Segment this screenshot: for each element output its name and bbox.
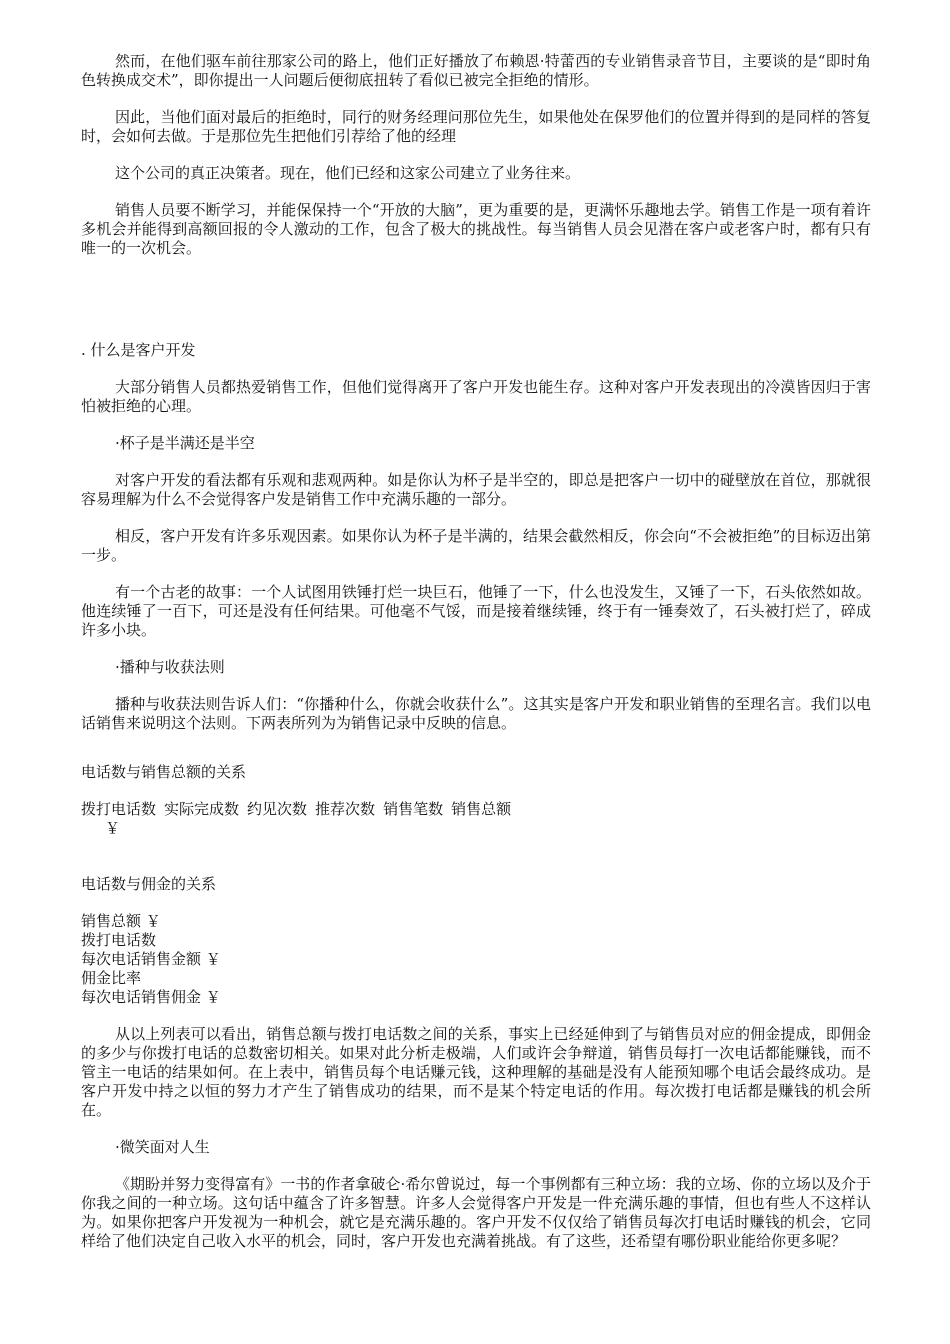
subsection-title: ·杯子是半满还是半空 [115, 434, 255, 452]
paragraph: 这个公司的真正决策者。现在，他们已经和这家公司建立了业务往来。 [115, 164, 581, 182]
blank-space [81, 863, 871, 875]
table-title: 电话数与销售总额的关系 [81, 763, 247, 781]
subsection-title: ·播种与收获法则 [115, 658, 225, 676]
paragraph: 从以上列表可以看出，销售总额与拨打电话数之间的关系，事实上已经延伸到了与销售员对应的佣金提成，即佣金的多少与你拨打电话的总数密切相关。如果对此分析走极端，人们或许会争辩道，销售员每打一次电话都能赚钱，而不管主一电话的结果如何。在上表中，销售员每个电话赚元钱，这种理解的基础是没有人能预知哪个电话会最终成功。是客户开发中持之以恒的努力才产生了销售成功的结果，而不是某个特定电话的作用。每次拨打电话都是赚钱的机会所在。 [81, 1025, 871, 1119]
table-header-cell: 销售笔数 [383, 800, 444, 818]
paragraph: 对客户开发的看法都有乐观和悲观两种。如是你认为杯子是半空的，即总是把客户一切中的碰壁放在首位，那就很容易理解为什么不会觉得客户发是销售工作中充满乐趣的一部分。 [81, 471, 871, 508]
paragraph: 相反，客户开发有许多乐观因素。如果你认为杯子是半满的，结果会截然相反，你会向“不会被拒绝”的目标迈出第一步。 [81, 527, 871, 564]
paragraph: 销售人员要不断学习，并能保保持一个“开放的大脑”，更为重要的是，更满怀乐趣地去学。销售工作是一项有着许多机会并能得到高额回报的令人激动的工作，包含了极大的挑战性。每当销售人员会见潜在客户或老客户时，都有只有唯一的一次机会。 [81, 201, 871, 257]
table-header-cell: 实际完成数 [164, 800, 240, 818]
subsection-title: ·微笑面对人生 [115, 1138, 210, 1156]
table-header-cell: 推荐次数 [315, 800, 376, 818]
table-row: 销售总额 ￥ [81, 912, 161, 930]
paragraph: 因此，当他们面对最后的拒绝时，同行的财务经理问那位先生，如果他处在保罗他们的位置并得到的是同样的答复时，会如何去做。于是那位先生把他们引荐给了他的经理 [81, 108, 871, 145]
blank-space [81, 751, 871, 763]
table-header-cell: 销售总额 [451, 800, 512, 818]
table-row: 每次电话销售佣金 ￥ [81, 988, 221, 1006]
table-header-row [81, 800, 871, 819]
currency-symbol: ￥ [105, 819, 121, 837]
table-rows [81, 912, 871, 1007]
section-heading: . 什么是客户开发 [81, 341, 196, 359]
paragraph: 《期盼并努力变得富有》一书的作者拿破仑·希尔曾说过，每一个事例都有三种立场：我的立场、你的立场以及介于你我之间的一种立场。这句话中蕴含了许多智慧。许多人会觉得客户开发是一件充满乐趣的事情，但也有些人不这样认为。如果你把客户开发视为一种机会，就它是充满乐趣的。客户开发不仅仅给了销售员每次打电话时赚钱的机会，它同样给了他们决定自己收入水平的机会，同时，客户开发也充满着挑战。有了这些，还希望有哪份职业能给你更多呢？ [81, 1175, 871, 1250]
paragraph: 大部分销售人员都热爱销售工作，但他们觉得离开了客户开发也能生存。这种对客户开发表现出的冷漠皆因归于害怕被拒绝的心理。 [81, 378, 871, 415]
document-page [81, 52, 871, 1269]
blank-space [81, 838, 871, 863]
table-row: 佣金比率 [81, 969, 142, 987]
table-row: 每次电话销售金额 ￥ [81, 950, 221, 968]
paragraph: 然而，在他们驱车前往那家公司的路上，他们正好播放了布赖恩·特蕾西的专业销售录音节目，主要谈的是“即时角色转换成交术”，即你提出一人问题后便彻底扭转了看似已被完全拒绝的情形。 [81, 52, 871, 89]
table-title: 电话数与佣金的关系 [81, 875, 217, 893]
paragraph: 播种与收获法则告诉人们：“你播种什么，你就会收获什么”。这其实是客户开发和职业销售的至理名言。我们以电话销售来说明这个法则。下两表所列为为销售记录中反映的信息。 [81, 695, 871, 732]
table-header-cell: 拨打电话数 [81, 800, 157, 818]
blank-space [81, 276, 871, 341]
table-header-cell: 约见次数 [247, 800, 308, 818]
table-row: 拨打电话数 [81, 931, 157, 949]
paragraph: 有一个古老的故事：一个人试图用铁锤打烂一块巨石，他锤了一下，什么也没发生，又锤了一下，石头依然如故。他连续锤了一百下，可还是没有任何结果。可他毫不气馁，而是接着继续锤，终于有一锤奏效了，石头被打烂了，碎成许多小块。 [81, 583, 871, 639]
